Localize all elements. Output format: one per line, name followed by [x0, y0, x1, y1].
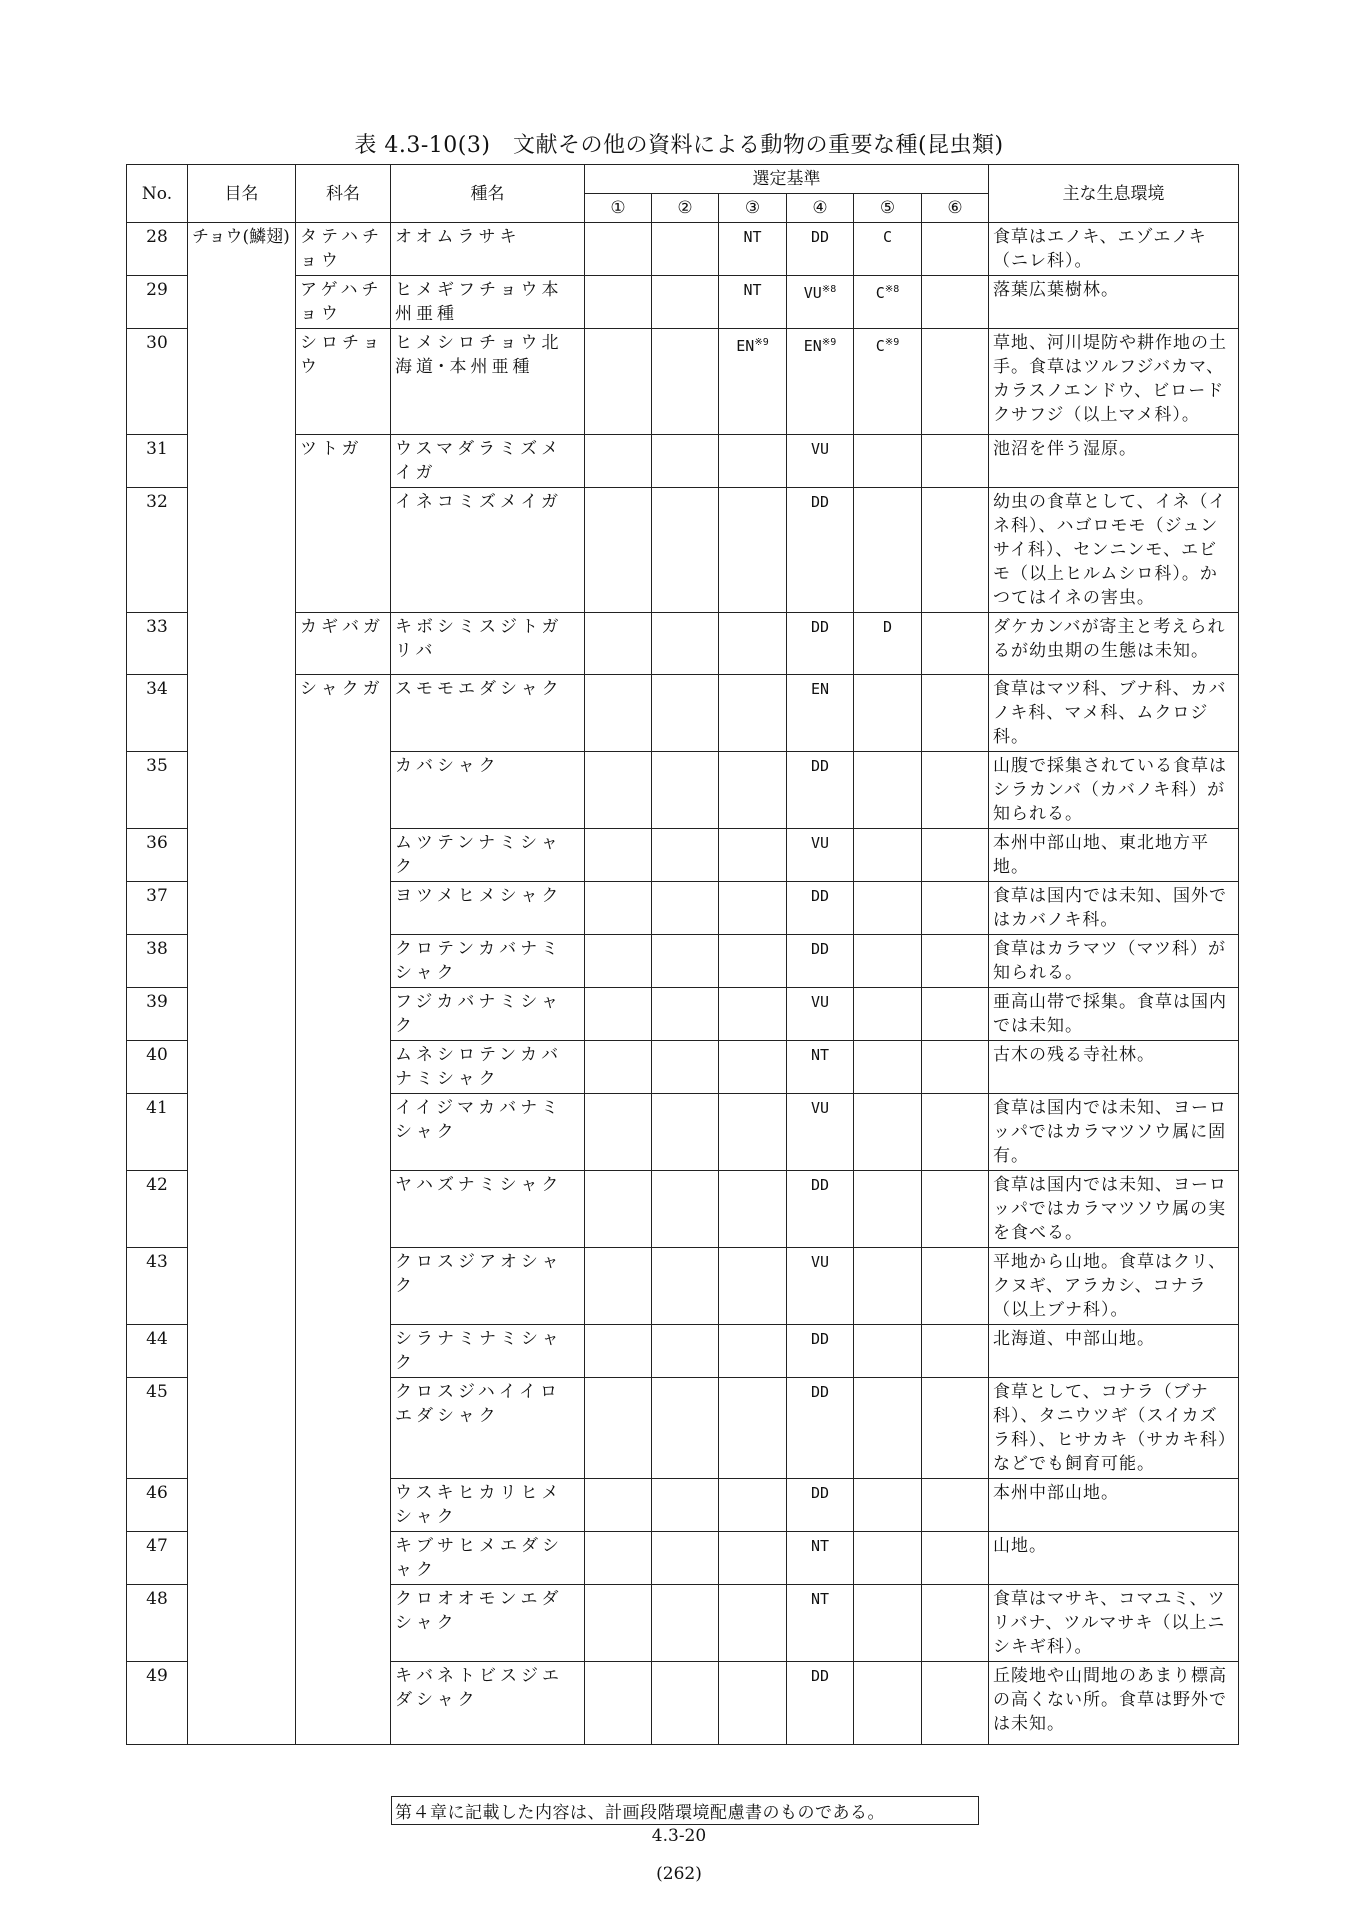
criterion-6-value	[922, 276, 989, 329]
family-name: タテハチョウ	[296, 223, 391, 276]
criterion-6-value	[922, 1248, 989, 1325]
criterion-1-value	[585, 1094, 652, 1171]
criterion-4-value	[787, 435, 854, 488]
criterion-2-value	[652, 1479, 719, 1532]
page-sub-number: (262)	[656, 1864, 702, 1884]
criterion-6-value	[922, 613, 989, 675]
habitat: 山腹で採集されている食草はシラカンバ（カバノキ科）が知られる。	[989, 752, 1239, 829]
table-body	[127, 223, 1239, 1745]
habitat: 落葉広葉樹林。	[989, 276, 1239, 329]
criterion-code: D	[882, 618, 893, 636]
habitat: 北海道、中部山地。	[989, 1325, 1239, 1378]
species-name: ムツテンナミシャク	[391, 829, 585, 882]
criterion-code: DD	[810, 1667, 830, 1685]
criterion-5-value	[854, 276, 922, 329]
criterion-4-value	[787, 752, 854, 829]
criterion-1-value	[585, 613, 652, 675]
header-criterion-5: ⑤	[854, 194, 922, 223]
criterion-code: DD	[810, 1330, 830, 1348]
habitat: 平地から山地。食草はクリ、クヌギ、アラカシ、コナラ（以上ブナ科）。	[989, 1248, 1239, 1325]
criterion-code: EN	[736, 337, 755, 355]
header-criteria: 選定基準	[585, 165, 989, 194]
criterion-5-value	[854, 1248, 922, 1325]
criterion-6-value	[922, 1479, 989, 1532]
criterion-4-value	[787, 1585, 854, 1662]
row-number: 39	[127, 988, 188, 1041]
criterion-code: NT	[810, 1590, 830, 1608]
criterion-3-value	[719, 1041, 787, 1094]
criterion-2-value	[652, 1378, 719, 1479]
criterion-6-value	[922, 882, 989, 935]
criterion-note: ※9	[884, 337, 900, 348]
criterion-5-value	[854, 935, 922, 988]
species-name: ウスキヒカリヒメシャク	[391, 1479, 585, 1532]
order-name: チョウ(鱗翅)	[188, 223, 296, 1745]
criterion-2-value	[652, 435, 719, 488]
criterion-5-value	[854, 1585, 922, 1662]
family-name: カギバガ	[296, 613, 391, 675]
criterion-code: DD	[810, 493, 830, 511]
criterion-code: VU	[810, 834, 830, 852]
habitat: 食草はマツ科、ブナ科、カバノキ科、マメ科、ムクロジ科。	[989, 675, 1239, 752]
criterion-2-value	[652, 1325, 719, 1378]
criterion-3-value	[719, 488, 787, 613]
criterion-code: EN	[810, 680, 830, 698]
criterion-2-value	[652, 1532, 719, 1585]
header-criterion-4: ④	[787, 194, 854, 223]
species-name: ヒメギフチョウ本州亜種	[391, 276, 585, 329]
species-name: カバシャク	[391, 752, 585, 829]
habitat: 食草は国内では未知、国外ではカバノキ科。	[989, 882, 1239, 935]
habitat: 山地。	[989, 1532, 1239, 1585]
criterion-4-value	[787, 935, 854, 988]
criterion-note: ※9	[754, 337, 769, 348]
row-number: 40	[127, 1041, 188, 1094]
criterion-2-value	[652, 988, 719, 1041]
criterion-4-value	[787, 1094, 854, 1171]
criterion-5-value	[854, 988, 922, 1041]
criterion-2-value	[652, 882, 719, 935]
header-habitat: 主な生息環境	[989, 165, 1239, 223]
row-number: 34	[127, 675, 188, 752]
row-number: 41	[127, 1094, 188, 1171]
criterion-6-value	[922, 935, 989, 988]
criterion-6-value	[922, 1662, 989, 1745]
criterion-code: DD	[810, 1383, 830, 1401]
row-number: 47	[127, 1532, 188, 1585]
header-criterion-2: ②	[652, 194, 719, 223]
row-number: 38	[127, 935, 188, 988]
criterion-1-value	[585, 276, 652, 329]
row-number: 43	[127, 1248, 188, 1325]
criterion-4-value	[787, 223, 854, 276]
species-name: オオムラサキ	[391, 223, 585, 276]
row-number: 48	[127, 1585, 188, 1662]
criterion-code: NT	[743, 228, 762, 246]
species-name: シラナミナミシャク	[391, 1325, 585, 1378]
criterion-code: DD	[810, 1484, 830, 1502]
criterion-6-value	[922, 223, 989, 276]
criterion-3-value	[719, 329, 787, 435]
criterion-1-value	[585, 1041, 652, 1094]
criterion-3-value	[719, 1585, 787, 1662]
criterion-4-value	[787, 829, 854, 882]
criterion-code: C	[875, 284, 885, 302]
criterion-1-value	[585, 1532, 652, 1585]
criterion-6-value	[922, 1532, 989, 1585]
habitat: 池沼を伴う湿原。	[989, 435, 1239, 488]
criterion-code: VU	[810, 1099, 830, 1117]
criterion-5-value	[854, 329, 922, 435]
criterion-3-value	[719, 1532, 787, 1585]
criterion-6-value	[922, 1171, 989, 1248]
criterion-2-value	[652, 829, 719, 882]
criterion-3-value	[719, 1325, 787, 1378]
family-name: アゲハチョウ	[296, 276, 391, 329]
footnote: 第４章に記載した内容は、計画段階環境配慮書のものである。	[391, 1796, 979, 1825]
row-number: 33	[127, 613, 188, 675]
criterion-3-value	[719, 1479, 787, 1532]
criterion-1-value	[585, 988, 652, 1041]
criterion-3-value	[719, 613, 787, 675]
criterion-5-value	[854, 1532, 922, 1585]
criterion-5-value	[854, 613, 922, 675]
row-number: 46	[127, 1479, 188, 1532]
header-criterion-1: ①	[585, 194, 652, 223]
species-name: スモモエダシャク	[391, 675, 585, 752]
criterion-code: VU	[803, 284, 822, 302]
species-name: ヤハズナミシャク	[391, 1171, 585, 1248]
criterion-5-value	[854, 882, 922, 935]
criterion-1-value	[585, 329, 652, 435]
criterion-1-value	[585, 1479, 652, 1532]
criterion-1-value	[585, 435, 652, 488]
criterion-4-value	[787, 1532, 854, 1585]
habitat: 食草はマサキ、コマユミ、ツリバナ、ツルマサキ（以上ニシキギ科）。	[989, 1585, 1239, 1662]
criterion-5-value	[854, 752, 922, 829]
species-name: イイジマカバナミシャク	[391, 1094, 585, 1171]
criterion-1-value	[585, 1662, 652, 1745]
criterion-3-value	[719, 675, 787, 752]
criterion-6-value	[922, 1325, 989, 1378]
header-family: 科名	[296, 165, 391, 223]
habitat: 食草はカラマツ（マツ科）が知られる。	[989, 935, 1239, 988]
species-name: ヒメシロチョウ北海道･本州亜種	[391, 329, 585, 435]
criterion-code: NT	[810, 1046, 830, 1064]
criterion-3-value	[719, 1094, 787, 1171]
species-name: クロテンカバナミシャク	[391, 935, 585, 988]
criterion-2-value	[652, 613, 719, 675]
criterion-6-value	[922, 1378, 989, 1479]
criterion-5-value	[854, 223, 922, 276]
criterion-3-value	[719, 882, 787, 935]
criterion-1-value	[585, 752, 652, 829]
table-row	[127, 223, 1239, 276]
criterion-4-value	[787, 488, 854, 613]
criterion-5-value	[854, 1041, 922, 1094]
header-order: 目名	[188, 165, 296, 223]
criterion-1-value	[585, 935, 652, 988]
criterion-1-value	[585, 882, 652, 935]
criterion-code: DD	[810, 757, 830, 775]
row-number: 45	[127, 1378, 188, 1479]
criterion-4-value	[787, 1325, 854, 1378]
criterion-1-value	[585, 1325, 652, 1378]
criterion-code: VU	[810, 993, 830, 1011]
habitat: 食草はエノキ、エゾエノキ（ニレ科）。	[989, 223, 1239, 276]
criterion-5-value	[854, 1479, 922, 1532]
criterion-code: C	[875, 337, 885, 355]
criterion-code: C	[882, 228, 893, 246]
criterion-6-value	[922, 329, 989, 435]
criterion-2-value	[652, 223, 719, 276]
habitat: 本州中部山地、東北地方平地。	[989, 829, 1239, 882]
criterion-1-value	[585, 1248, 652, 1325]
species-name: クロオオモンエダシャク	[391, 1585, 585, 1662]
criterion-6-value	[922, 752, 989, 829]
criterion-6-value	[922, 1585, 989, 1662]
criterion-6-value	[922, 675, 989, 752]
criterion-5-value	[854, 1171, 922, 1248]
criterion-5-value	[854, 435, 922, 488]
criterion-4-value	[787, 613, 854, 675]
species-name: ヨツメヒメシャク	[391, 882, 585, 935]
criterion-3-value	[719, 1248, 787, 1325]
habitat: 幼虫の食草として、イネ（イネ科）、ハゴロモモ（ジュンサイ科）、センニンモ、エビモ（以上ヒルムシロ科）。かつてはイネの害虫。	[989, 488, 1239, 613]
criterion-6-value	[922, 488, 989, 613]
habitat: 食草は国内では未知、ヨーロッパではカラマツソウ属に固有。	[989, 1094, 1239, 1171]
criterion-code: NT	[810, 1537, 830, 1555]
criterion-5-value	[854, 1378, 922, 1479]
criterion-1-value	[585, 223, 652, 276]
page-number: 4.3-20	[651, 1826, 707, 1846]
criterion-4-value	[787, 1041, 854, 1094]
criterion-3-value	[719, 1662, 787, 1745]
criterion-3-value	[719, 435, 787, 488]
criterion-2-value	[652, 488, 719, 613]
habitat: 食草は国内では未知、ヨーロッパではカラマツソウ属の実を食べる。	[989, 1171, 1239, 1248]
criterion-5-value	[854, 1094, 922, 1171]
criterion-2-value	[652, 1171, 719, 1248]
habitat: 本州中部山地。	[989, 1479, 1239, 1532]
criterion-3-value	[719, 829, 787, 882]
habitat: 亜高山帯で採集。食草は国内では未知。	[989, 988, 1239, 1041]
criterion-2-value	[652, 935, 719, 988]
header-criterion-6: ⑥	[922, 194, 989, 223]
criterion-5-value	[854, 675, 922, 752]
criterion-code: DD	[810, 228, 830, 246]
criterion-3-value	[719, 223, 787, 276]
criterion-2-value	[652, 1041, 719, 1094]
criterion-3-value	[719, 276, 787, 329]
criterion-4-value	[787, 882, 854, 935]
species-name: キバネトビスジエダシャク	[391, 1662, 585, 1745]
species-table	[126, 164, 1239, 1745]
criterion-code: DD	[810, 618, 830, 636]
species-name: クロスジアオシャク	[391, 1248, 585, 1325]
family-name: シャクガ	[296, 675, 391, 1745]
header-species: 種名	[391, 165, 585, 223]
row-number: 30	[127, 329, 188, 435]
row-number: 49	[127, 1662, 188, 1745]
criterion-code: NT	[743, 281, 762, 299]
criterion-note: ※9	[821, 337, 837, 348]
habitat: ダケカンバが寄主と考えられるが幼虫期の生態は未知。	[989, 613, 1239, 675]
header-criterion-3: ③	[719, 194, 787, 223]
criterion-3-value	[719, 1171, 787, 1248]
criterion-code: DD	[810, 1176, 830, 1194]
criterion-note: ※8	[821, 284, 837, 295]
criterion-code: VU	[810, 1253, 830, 1271]
criterion-3-value	[719, 988, 787, 1041]
criterion-code: EN	[803, 337, 822, 355]
row-number: 28	[127, 223, 188, 276]
criterion-6-value	[922, 988, 989, 1041]
species-name: キブサヒメエダシャク	[391, 1532, 585, 1585]
criterion-2-value	[652, 329, 719, 435]
criterion-2-value	[652, 276, 719, 329]
criterion-4-value	[787, 1248, 854, 1325]
criterion-code: DD	[810, 940, 830, 958]
family-name: ツトガ	[296, 435, 391, 613]
criterion-1-value	[585, 1585, 652, 1662]
criterion-3-value	[719, 752, 787, 829]
criterion-2-value	[652, 1094, 719, 1171]
criterion-2-value	[652, 1585, 719, 1662]
header-no: No.	[127, 165, 188, 223]
criterion-4-value	[787, 1662, 854, 1745]
criterion-2-value	[652, 1662, 719, 1745]
criterion-2-value	[652, 1248, 719, 1325]
criterion-1-value	[585, 675, 652, 752]
habitat: 食草として、コナラ（ブナ科）、タニウツギ（スイカズラ科）、ヒサカキ（サカキ科）などでも飼育可能。	[989, 1378, 1239, 1479]
criterion-code: VU	[810, 440, 830, 458]
criterion-6-value	[922, 1094, 989, 1171]
table-title: 表 4.3-10(3) 文献その他の資料による動物の重要な種(昆虫類)	[354, 133, 1004, 158]
criterion-5-value	[854, 488, 922, 613]
criterion-4-value	[787, 1479, 854, 1532]
habitat: 草地、河川堤防や耕作地の土手。食草はツルフジバカマ、カラスノエンドウ、ビロードクサフジ（以上マメ科）。	[989, 329, 1239, 435]
species-name: イネコミズメイガ	[391, 488, 585, 613]
species-name: ウスマダラミズメイガ	[391, 435, 585, 488]
criterion-4-value	[787, 675, 854, 752]
row-number: 32	[127, 488, 188, 613]
habitat: 古木の残る寺社林。	[989, 1041, 1239, 1094]
criterion-note: ※8	[884, 284, 900, 295]
criterion-6-value	[922, 435, 989, 488]
criterion-2-value	[652, 675, 719, 752]
criterion-1-value	[585, 829, 652, 882]
row-number: 42	[127, 1171, 188, 1248]
species-name: ムネシロテンカバナミシャク	[391, 1041, 585, 1094]
criterion-5-value	[854, 1662, 922, 1745]
criterion-6-value	[922, 829, 989, 882]
criterion-4-value	[787, 276, 854, 329]
criterion-5-value	[854, 1325, 922, 1378]
criterion-4-value	[787, 1171, 854, 1248]
row-number: 29	[127, 276, 188, 329]
species-name: クロスジハイイロエダシャク	[391, 1378, 585, 1479]
criterion-3-value	[719, 935, 787, 988]
criterion-1-value	[585, 1171, 652, 1248]
criterion-2-value	[652, 752, 719, 829]
species-name: フジカバナミシャク	[391, 988, 585, 1041]
row-number: 37	[127, 882, 188, 935]
habitat: 丘陵地や山間地のあまり標高の高くない所。食草は野外では未知。	[989, 1662, 1239, 1745]
criterion-4-value	[787, 1378, 854, 1479]
row-number: 35	[127, 752, 188, 829]
species-name: キボシミスジトガリバ	[391, 613, 585, 675]
criterion-5-value	[854, 829, 922, 882]
criterion-3-value	[719, 1378, 787, 1479]
criterion-4-value	[787, 329, 854, 435]
criterion-code: DD	[810, 887, 830, 905]
row-number: 31	[127, 435, 188, 488]
criterion-1-value	[585, 488, 652, 613]
criterion-6-value	[922, 1041, 989, 1094]
row-number: 44	[127, 1325, 188, 1378]
criterion-4-value	[787, 988, 854, 1041]
family-name: シロチョウ	[296, 329, 391, 435]
row-number: 36	[127, 829, 188, 882]
criterion-1-value	[585, 1378, 652, 1479]
